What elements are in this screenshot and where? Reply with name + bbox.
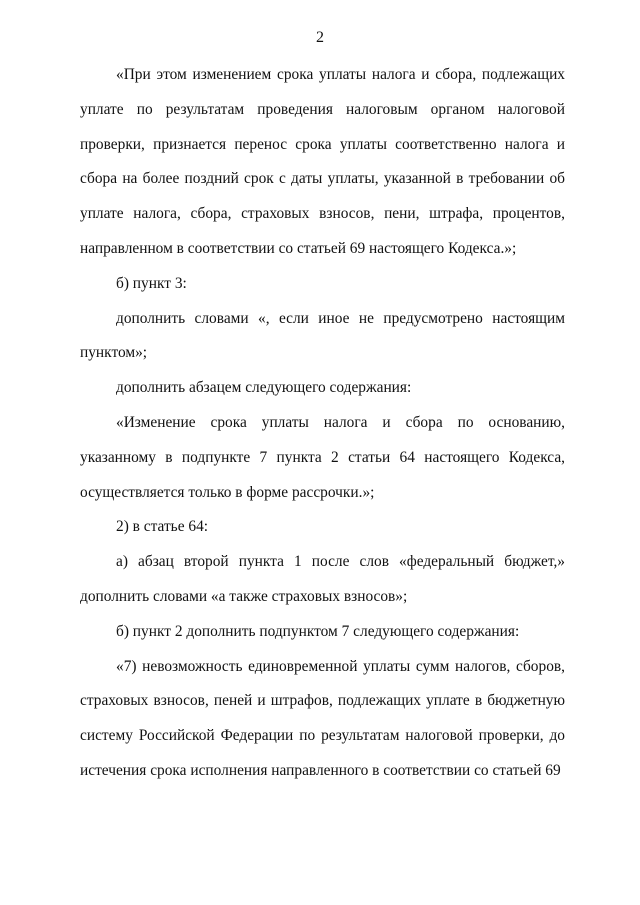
page-number: 2: [316, 29, 324, 46]
paragraph-item-b-point-3: б) пункт 3:: [116, 274, 187, 292]
paragraph-add-words: дополнить словами «, если иное не предусмотрено настоящим пунктом»;: [80, 309, 565, 362]
paragraph-intro-quote: «При этом изменением срока уплаты налога и сбора, подлежащих уплате по результатам проведения налоговым органом налоговой проверки, признается перенос срока уплаты соответственно налога и сбора на более поздний срок с даты уплаты, указанной в требовании об уплате налога, сбора, страховых взносов, пени, штрафа, процентов, направленном в соответствии со статьей 69 настоящего Кодекса.»;: [80, 66, 565, 257]
document-body: [80, 58, 565, 789]
paragraph-subitem-7-quote: «7) невозможность единовременной уплаты сумм налогов, сборов, страховых взносов, пеней и штрафов, подлежащих уплате в бюджетную систему Российской Федерации по результатам налоговой проверки, до истечения срока исполнения направленного в соответствии со статьей 69: [80, 657, 565, 779]
paragraph-installment-quote: «Изменение срока уплаты налога и сбора по основанию, указанному в подпункте 7 пункта 2 статьи 64 настоящего Кодекса, осуществляется только в форме рассрочки.»;: [80, 413, 565, 501]
paragraph-add-clause: дополнить абзацем следующего содержания:: [116, 379, 412, 397]
paragraph-article-64: 2) в статье 64:: [116, 518, 209, 536]
paragraph-item-b-point-2: б) пункт 2 дополнить подпунктом 7 следующего содержания:: [116, 622, 520, 640]
paragraph-item-a: а) абзац второй пункта 1 после слов «федеральный бюджет,» дополнить словами «а также страховых взносов»;: [80, 553, 565, 605]
